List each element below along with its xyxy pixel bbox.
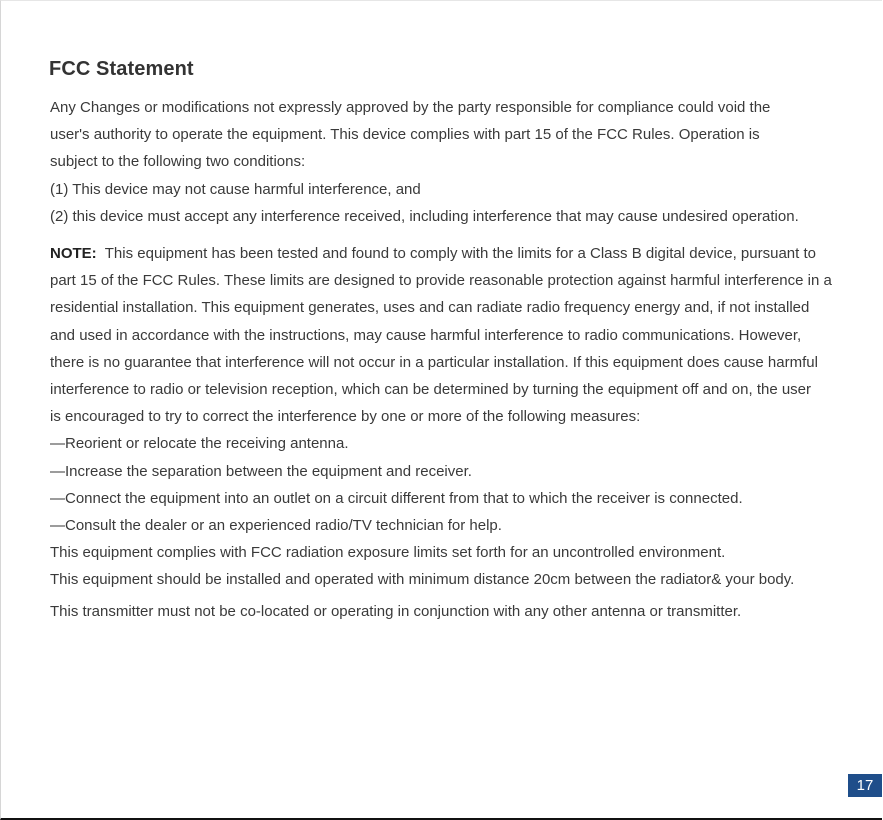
measure-item: —Increase the separation between the equipment and receiver.: [50, 462, 472, 480]
paragraph-line: Any Changes or modifications not expressly approved by the party responsible for compliance could void the: [50, 99, 771, 116]
paragraph-line: subject to the following two conditions:: [50, 153, 306, 171]
measure-item: —Consult the dealer or an experienced radio/TV technician for help.: [50, 517, 502, 535]
page-title: FCC Statement: [49, 58, 194, 80]
condition-one: (1) This device may not cause harmful interference, and: [50, 180, 421, 198]
note-first-line: [50, 240, 850, 267]
transmitter-statement: This transmitter must not be co-located or operating in conjunction with any other antenna or transmitter.: [50, 603, 742, 620]
exposure-line: This equipment complies with FCC radiation exposure limits set forth for an uncontrolled environment.: [50, 544, 726, 562]
condition-two: (2) this device must accept any interference received, including interference that may cause undesired operation.: [50, 207, 799, 225]
paragraph-line: user's authority to operate the equipment. This device complies with part 15 of the FCC Rules. Operation is: [50, 126, 760, 144]
measure-item: —Reorient or relocate the receiving antenna.: [50, 435, 349, 453]
note-line: is encouraged to try to correct the interference by one or more of the following measures:: [50, 408, 641, 426]
page-number-badge: 17: [848, 774, 882, 797]
note-line: residential installation. This equipment generates, uses and can radiate radio frequency energy and, if not installed: [50, 299, 810, 317]
note-line: part 15 of the FCC Rules. These limits are designed to provide reasonable protection against harmful interference in a: [50, 272, 832, 290]
note-text: This equipment has been tested and found to comply with the limits for a Class B digital device, pursuant to: [104, 245, 816, 262]
measure-item: —Connect the equipment into an outlet on a circuit different from that to which the receiver is connected.: [50, 489, 743, 507]
note-line: and used in accordance with the instructions, may cause harmful interference to radio communications. However,: [50, 326, 802, 344]
note-label: NOTE:: [50, 245, 97, 262]
note-line: interference to radio or television reception, which can be determined by turning the equipment off and on, the user: [50, 381, 812, 399]
note-line: there is no guarantee that interference will not occur in a particular installation. If this equipment does cause harmful: [50, 353, 818, 371]
note-paragraph: [50, 240, 850, 594]
conditions-paragraph: [50, 94, 850, 230]
exposure-line: This equipment should be installed and operated with minimum distance 20cm between the radiator& your body.: [50, 571, 795, 589]
